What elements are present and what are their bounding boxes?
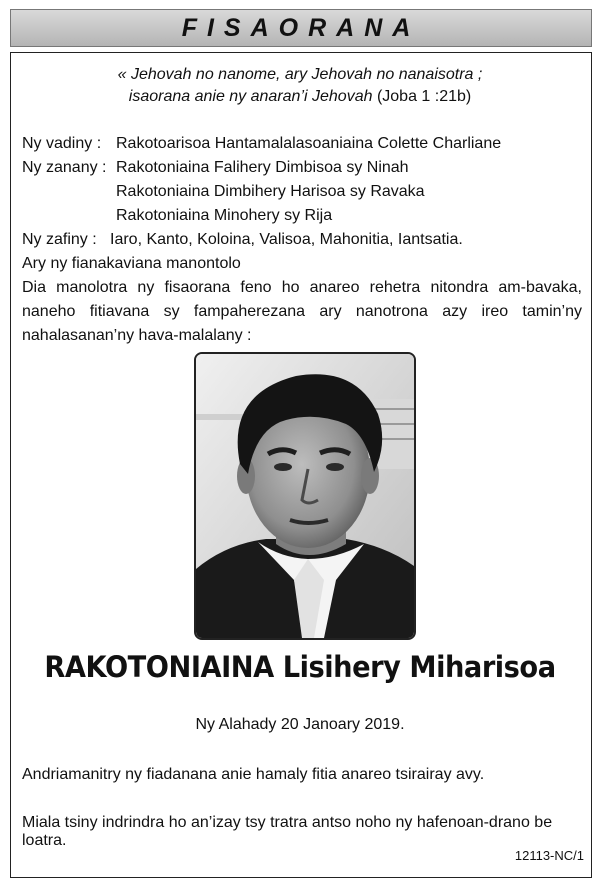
grandchildren-label: Ny zafiny : — [22, 231, 97, 248]
family-list — [22, 132, 582, 276]
children-row — [22, 180, 582, 204]
header-banner — [10, 9, 592, 47]
bible-verse — [0, 64, 600, 108]
spouse-row — [22, 132, 582, 156]
verse-open-quote: « — [117, 66, 131, 83]
blessing-text: Andriamanitry ny fiadanana anie hamaly fitia anareo tsirairay avy. — [22, 766, 485, 783]
children-label: Ny zanany : — [22, 159, 107, 176]
grandchildren-names: Iaro, Kanto, Koloina, Valisoa, Mahonitia, Iantsatia. — [110, 231, 463, 248]
spouse-name: Rakotoarisoa Hantamalalasoaniaina Colette Charliane — [116, 135, 502, 152]
child-name: Rakotoniaina Falihery Dimbisoa sy Ninah — [116, 159, 409, 176]
grandchildren-row — [22, 228, 582, 252]
thanks-paragraph: Dia manolotra ny fisaorana feno ho anareo rehetra nitondra am-bavaka, naneho fitiavana sy fampaherezana ary nanotrona azy ireo tamin’ny nahalasanan’ny hava-malalany : — [22, 279, 582, 344]
relatives-row — [22, 252, 582, 276]
verse-reference: (Joba 1 :21b) — [372, 88, 472, 105]
page-title: FISAORANA — [181, 13, 421, 42]
portrait-photo — [194, 352, 416, 640]
child-name: Rakotoniaina Minohery sy Rija — [116, 207, 333, 224]
spouse-label: Ny vadiny : — [22, 135, 102, 152]
apology-text: Miala tsiny indrindra ho an’izay tsy tratra antso noho ny hafenoan-drano be loatra. — [22, 814, 553, 849]
children-row — [22, 156, 582, 180]
relatives-text: Ary ny fianakaviana manontolo — [22, 255, 241, 272]
date-line: Ny Alahady 20 Janoary 2019. — [195, 716, 405, 733]
deceased-name: RAKOTONIAINA Lisihery Miharisoa — [44, 650, 556, 684]
verse-text-2: isaorana anie ny anaran’i Jehovah — [128, 88, 373, 105]
child-name: Rakotoniaina Dimbihery Harisoa sy Ravaka — [116, 183, 425, 200]
verse-text-1: Jehovah no nanome, ary Jehovah no nanaisotra ; — [130, 66, 483, 83]
reference-code: 12113-NC/1 — [514, 848, 584, 863]
verse-line-1 — [0, 64, 600, 86]
children-row — [22, 204, 582, 228]
verse-line-2 — [0, 86, 600, 108]
